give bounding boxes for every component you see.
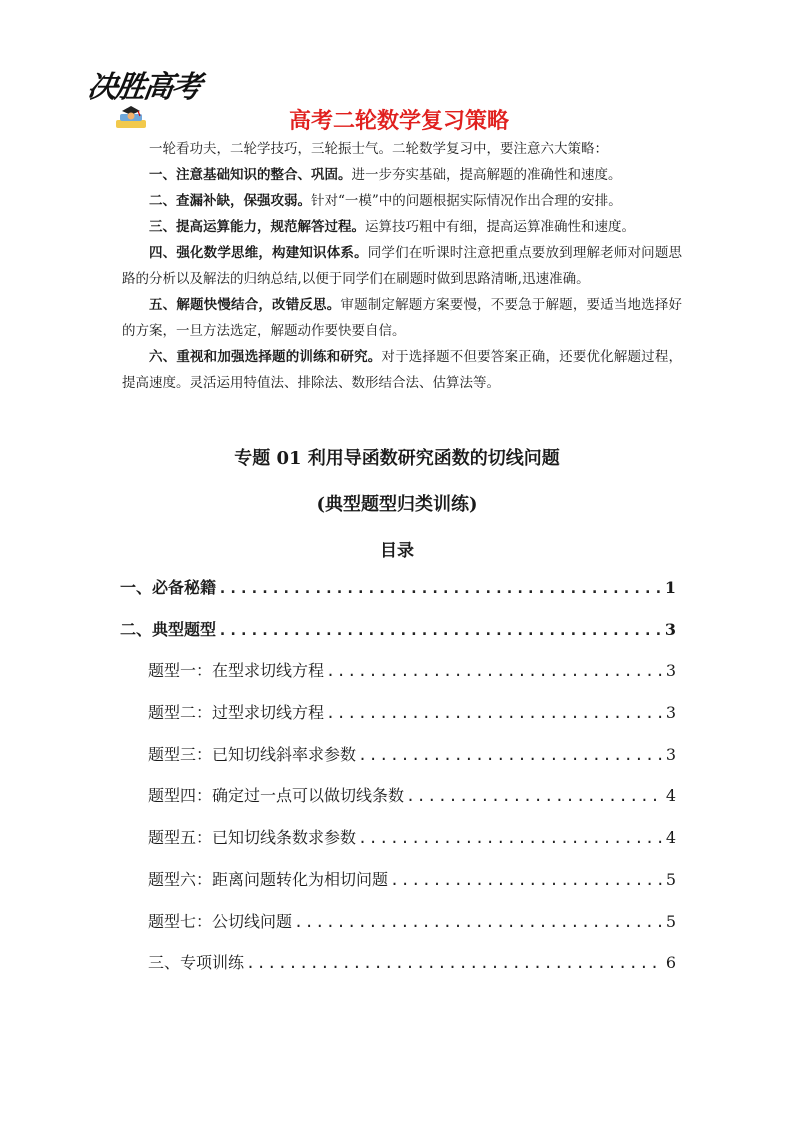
toc-page-number: 6 — [665, 953, 676, 973]
strategy-intro: 一轮看功夫，二轮学技巧，三轮振士气。二轮数学复习中，要注意六大策略： — [149, 141, 608, 157]
strategy-item: 二、查漏补缺，保强攻弱。针对“一模”中的问题根据实际情况作出合理的安排。 — [149, 193, 622, 209]
leader-dots — [358, 829, 664, 847]
toc-heading: 目录 — [380, 541, 414, 561]
toc-entry[interactable]: 题型六：距离问题转化为相切问题 ..... 5 — [120, 867, 676, 909]
toc-page-number: 5 — [665, 911, 676, 931]
leader-dots — [406, 787, 664, 805]
toc-page-number: 5 — [665, 869, 676, 889]
toc-entry[interactable]: 题型一：在型求切线方程 ..... 3 — [120, 658, 676, 700]
topic-subtitle: (典型题型归类训练) — [316, 494, 478, 515]
toc-entry[interactable]: 题型五：已知切线条数求参数 ..... 4 — [120, 825, 676, 867]
toc-page-number: 4 — [665, 786, 676, 806]
toc-entry[interactable]: 一、必备秘籍 ..... 1 — [120, 575, 676, 617]
toc-entry[interactable]: 题型三：已知切线斜率求参数 ..... 3 — [120, 742, 676, 784]
toc-page-number: 3 — [665, 744, 676, 764]
strategy-item: 一、注意基础知识的整合、巩固。进一步夯实基础，提高解题的准确性和速度。 — [149, 167, 622, 183]
toc-page-number: 4 — [665, 828, 676, 848]
toc-page-number: 3 — [665, 661, 676, 681]
toc-entry[interactable]: 题型四：确定过一点可以做切线条数 ..... 4 — [120, 783, 676, 825]
leader-dots — [326, 704, 664, 722]
toc-entry[interactable]: 题型二：过型求切线方程 ..... 3 — [120, 700, 676, 742]
leader-dots — [218, 579, 663, 597]
toc-entry[interactable]: 三、专项训练 ..... 6 — [120, 950, 676, 992]
strategy-item: 五、解题快慢结合，改错反思。审题制定解题方案要慢，不要急于解题，要适当地选择好的方案，一旦方法选定，解题动作要快要自信。 — [122, 297, 683, 339]
leader-dots — [358, 746, 664, 764]
page-title: 高考二轮数学复习策略 — [288, 109, 509, 134]
leader-dots — [218, 621, 663, 639]
table-of-contents — [120, 575, 676, 992]
strategy-section — [122, 136, 682, 396]
strategy-item: 三、提高运算能力，规范解答过程。运算技巧粗中有细，提高运算准确性和速度。 — [149, 219, 635, 235]
leader-dots — [326, 662, 664, 680]
strategy-item: 四、强化数学思维，构建知识体系。同学们在听课时注意把重点要放到理解老师对问题思路的分析以及解法的归纳总结,以便于同学们在刷题时做到思路清晰,迅速准确。 — [122, 245, 683, 287]
leader-dots — [294, 913, 664, 931]
toc-entry[interactable]: 二、典型题型 ..... 3 — [120, 617, 676, 659]
leader-dots — [246, 954, 664, 972]
leader-dots — [390, 871, 664, 889]
toc-page-number: 3 — [665, 703, 676, 723]
toc-page-number: 3 — [664, 619, 676, 639]
strategy-item: 六、重视和加强选择题的训练和研究。对于选择题不但要答案正确，还要优化解题过程，提高速度。灵活运用特值法、排除法、数形结合法、估算法等。 — [122, 349, 683, 391]
toc-page-number: 1 — [664, 578, 676, 597]
toc-entry[interactable]: 题型七：公切线问题 ..... 5 — [120, 909, 676, 951]
topic-title: 专题 01 利用导函数研究函数的切线问题 — [234, 448, 560, 469]
logo-text: 决胜高考 — [85, 70, 202, 105]
